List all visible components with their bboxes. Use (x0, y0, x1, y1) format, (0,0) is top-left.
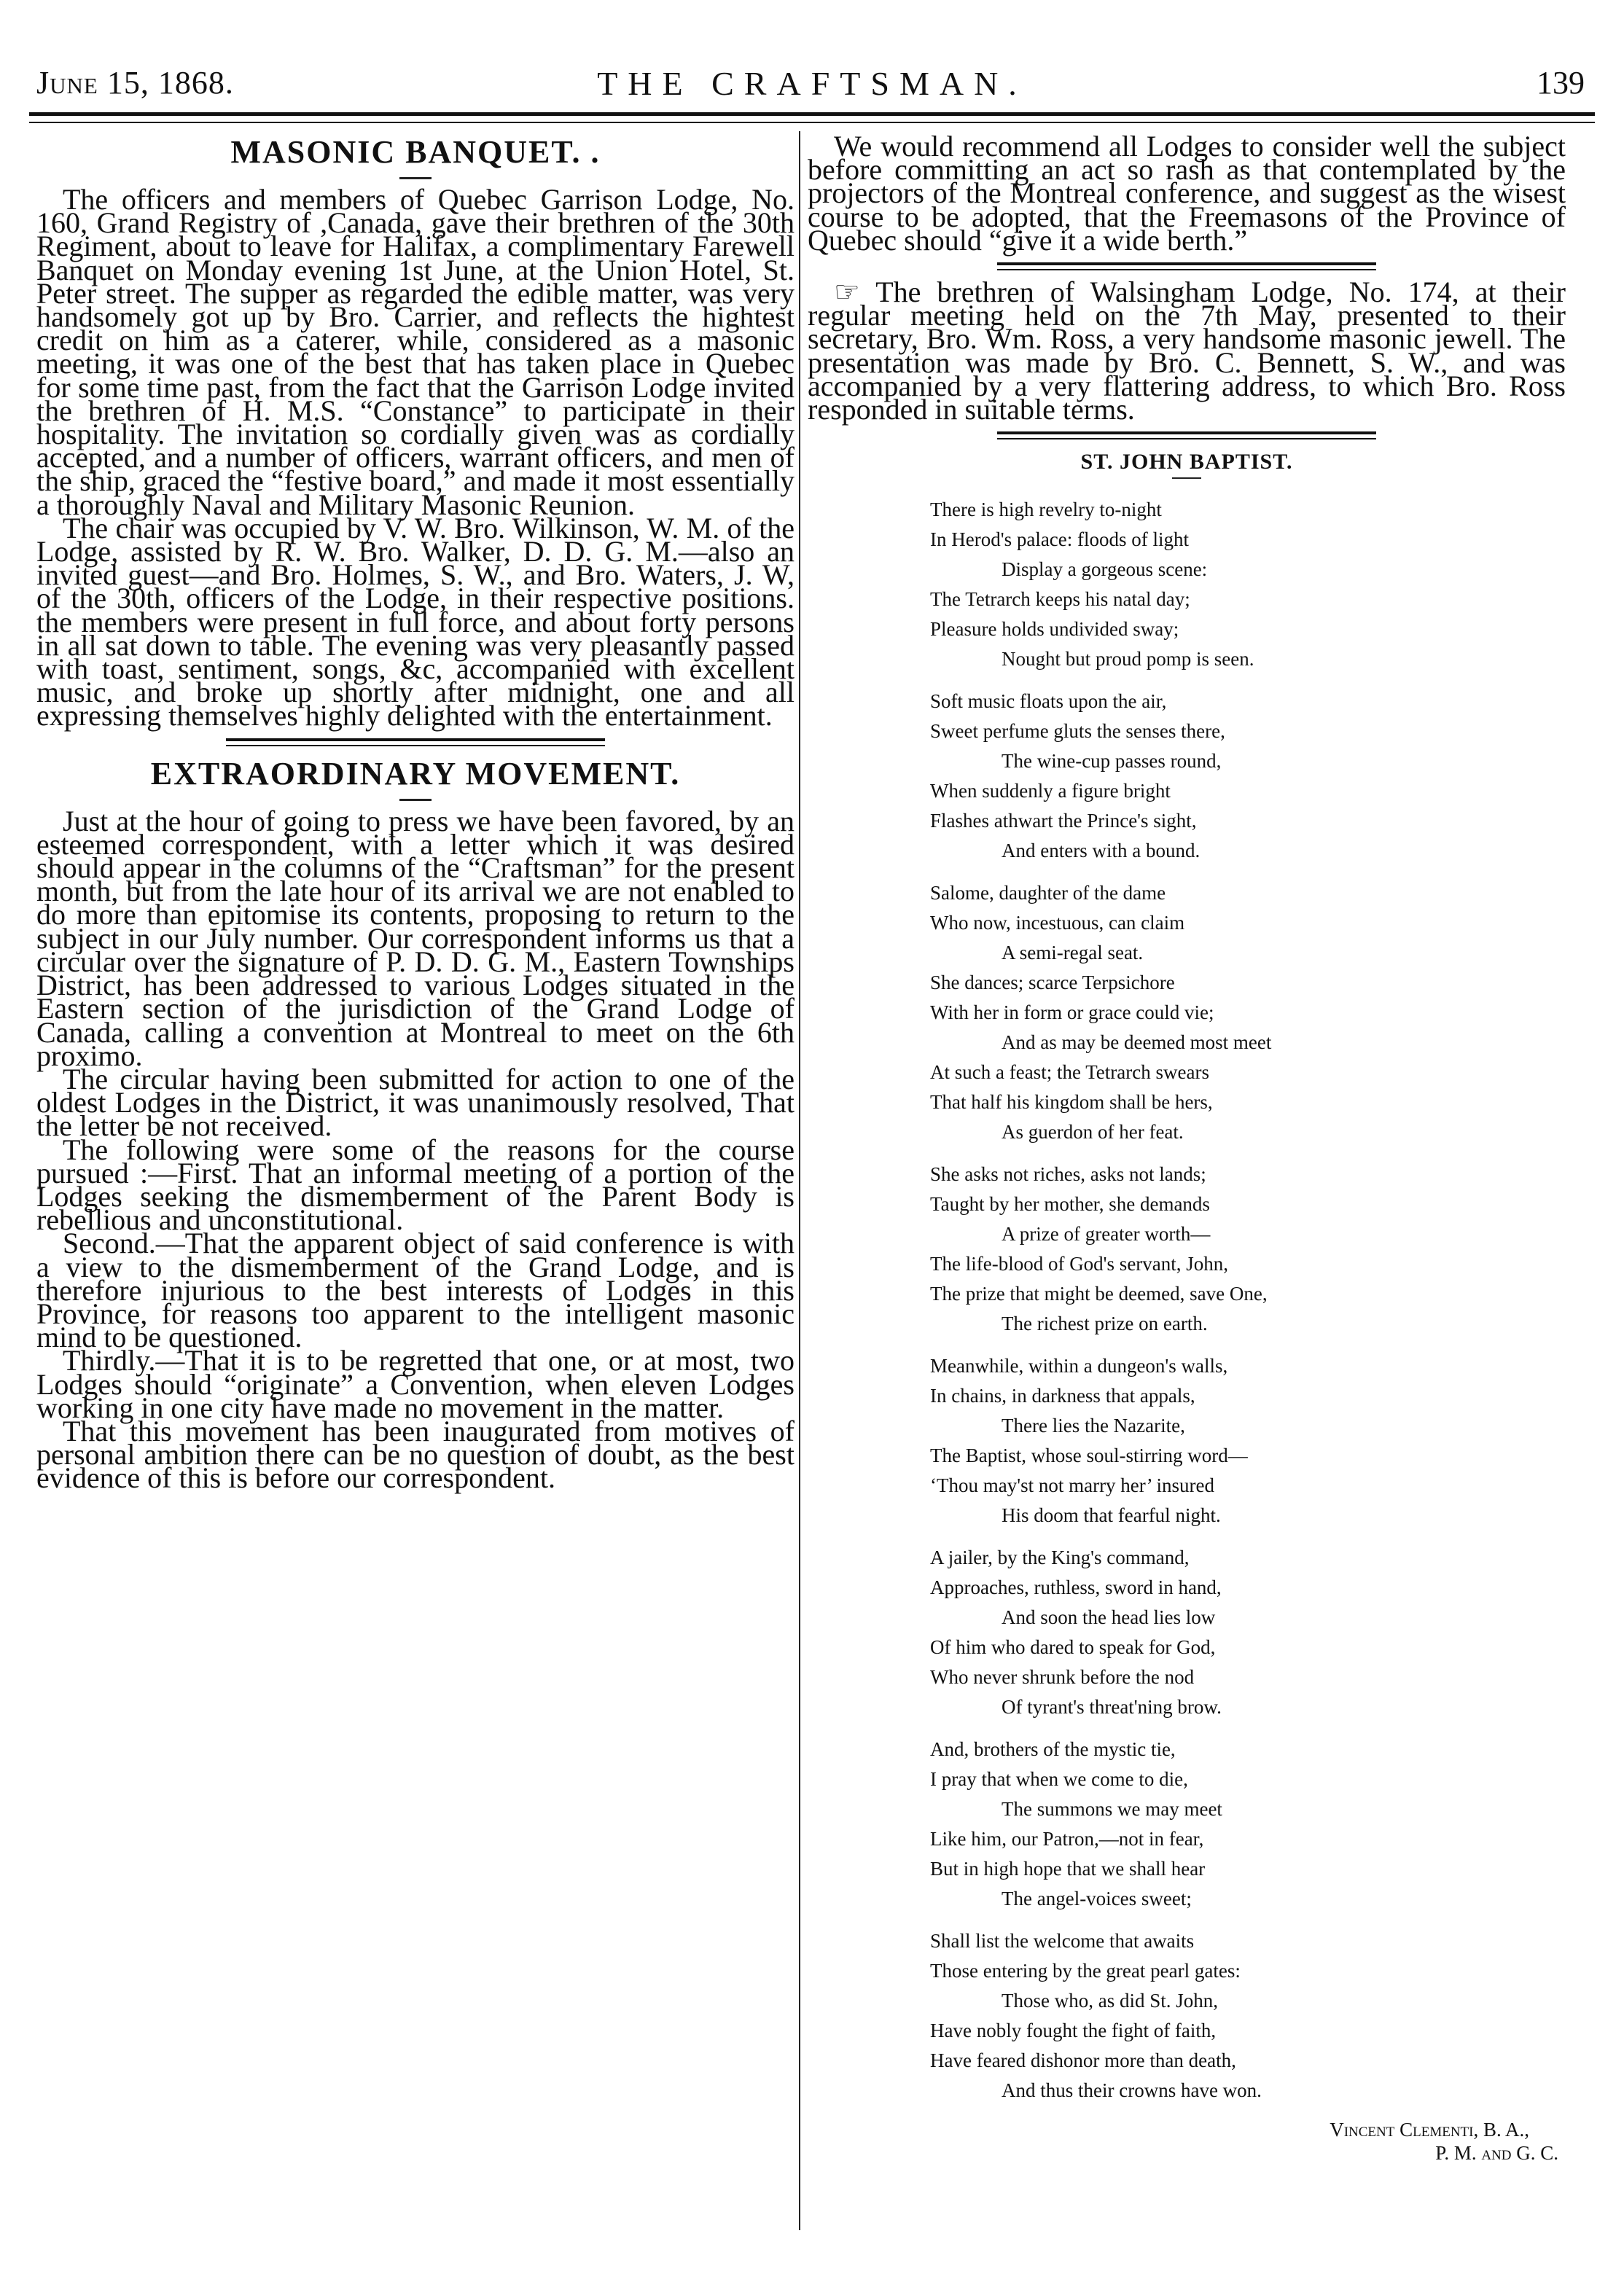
poem-line: Sweet perfume gluts the senses there, (930, 720, 1225, 743)
poem-line: And soon the head lies low (1002, 1606, 1216, 1629)
poem-line: The life-blood of God's servant, John, (930, 1253, 1229, 1275)
poem-line: At such a feast; the Tetrarch swears (930, 1061, 1209, 1084)
left-column (36, 134, 795, 1495)
poem-stanza (930, 1351, 1566, 1531)
article-paragraph: Just at the hour of going to press we have been favored, by an esteemed correspondent, with a letter which it was desired should appear in the columns of the “Craftsman” for the present month, but from the late hour of its arrival we are not enabled to do more than epitomise its contents, proposing to return to the subject in our July number. Our correspondent informs us that a circular over the signature of P. D. D. G. M., Eastern Townships District, has been addressed to various Lodges situated in the Eastern section of the jurisdiction of the Grand Lodge of Canada, calling a convention at Montreal to meet on the 6th proximo. (36, 804, 795, 1072)
pointing-hand-icon: ☞ (834, 275, 860, 309)
poem-line: Shall list the welcome that awaits (930, 1930, 1195, 1953)
poem-line: I pray that when we come to die, (930, 1768, 1188, 1791)
poem-line: She dances; scarce Terpsichore (930, 972, 1175, 994)
poem-line: Have feared dishonor more than death, (930, 2049, 1236, 2072)
poem-line: Have nobly fought the fight of faith, (930, 2020, 1217, 2042)
notice-text: The brethren of Walsingham Lodge, No. 174, at their regular meeting held on the 7th May, presented to their secretary, Bro. Wm. Ross, a very handsome masonic jewell. The presentation was made by Bro. C. Bennett, S. W., and was accompanied by a very flattering address, to which Bro. Ross responded in suitable terms. (808, 275, 1566, 426)
poem-line: Soft music floats upon the air, (930, 690, 1167, 713)
poem-stanza (930, 495, 1566, 674)
right-column (808, 130, 1566, 2165)
poem-line: When suddenly a figure bright (930, 780, 1171, 802)
poem-line: Of tyrant's threat'ning brow. (1002, 1696, 1222, 1719)
article-paragraph: Thirdly.—That it is to be regretted that one, or at most, two Lodges should “originate” a Convention, when eleven Lodges working in one city have made no movement in the matter. (36, 1344, 795, 1424)
poem-line: A jailer, by the King's command, (930, 1547, 1190, 1569)
poem-line: A semi-regal seat. (1002, 942, 1144, 964)
article-separator (997, 431, 1376, 439)
poem-line: Who never shrunk before the nod (930, 1666, 1195, 1689)
poem-line: She asks not riches, asks not lands; (930, 1163, 1206, 1186)
poem-line: Taught by her mother, she demands (930, 1193, 1210, 1216)
masthead-title: THE CRAFTSMAN. (597, 65, 1027, 102)
poem-line: The Baptist, whose soul-stirring word— (930, 1445, 1248, 1467)
poem-line: A prize of greater worth— (1002, 1223, 1211, 1246)
article-paragraph: The following were some of the reasons for the course pursued :—First. That an informal meeting of a portion of the Lodges seeking the dismemberment of the Parent Body is rebellious and unconstitutional. (36, 1133, 795, 1237)
poem-title: ST. JOHN BAPTIST. (1080, 450, 1293, 474)
article-paragraph: Second.—That the apparent object of said conference is with a view to the dismemberment of the Grand Lodge, and is therefore injurious to the best interests of Lodges in this Province, for reasons too apparent to the intelligent masonic mind to be questioned. (36, 1227, 795, 1354)
article-paragraph: The circular having been submitted for action to one of the oldest Lodges in the District, it was unanimously resolved, That the letter be not received. (36, 1062, 795, 1143)
poem-line: The richest prize on earth. (1002, 1313, 1208, 1335)
poem-line: Meanwhile, within a dungeon's walls, (930, 1355, 1228, 1377)
poem-stanza (930, 1160, 1566, 1339)
poem-line: In chains, in darkness that appals, (930, 1385, 1195, 1407)
poem-line: Of him who dared to speak for God, (930, 1636, 1216, 1659)
poem-line: With her in form or grace could vie; (930, 1001, 1214, 1024)
poem-line: And enters with a bound. (1002, 840, 1201, 862)
poem-line: Display a gorgeous scene: (1002, 558, 1208, 581)
poem-line: And thus their crowns have won. (1002, 2079, 1262, 2102)
article-paragraph: That this movement has been inaugurated from motives of personal ambition there can be no question of doubt, as the best evidence of this is before our correspondent. (36, 1414, 795, 1495)
poem-line: ‘Thou may'st not marry her’ insured (930, 1474, 1215, 1497)
article-title-masonic-banquet: MASONIC BANQUET. . (230, 134, 601, 170)
poem-line: Pleasure holds undivided sway; (930, 618, 1179, 641)
article-separator (997, 262, 1376, 270)
article-title-extraordinary-movement: EXTRAORDINARY MOVEMENT. (150, 755, 681, 791)
title-dash (399, 177, 432, 179)
poem-line: There is high revelry to-night (930, 499, 1162, 521)
title-dash (399, 799, 432, 801)
poem-line: Those who, as did St. John, (1002, 1990, 1218, 2012)
poem-line: Like him, our Patron,—not in fear, (930, 1828, 1204, 1850)
poem-signature: Vincent Clementi, B. A., (1330, 2119, 1529, 2141)
notice-paragraph (808, 275, 1566, 426)
poem-line: The prize that might be deemed, save One, (930, 1283, 1268, 1305)
poem-line: But in high hope that we shall hear (930, 1858, 1206, 1880)
header-rule-thin (29, 122, 1595, 123)
page-header (29, 64, 1595, 105)
poem-line: Those entering by the great pearl gates: (930, 1960, 1241, 1982)
poem-line: And as may be deemed most meet (1002, 1031, 1272, 1054)
poem-line: Flashes athwart the Prince's sight, (930, 810, 1197, 832)
poem-stanza (930, 1735, 1566, 1914)
continuation-paragraph: We would recommend all Lodges to consider well the subject before committing an act so rash as that contemplated by the projectors of the Montreal conference, and suggest as the wisest course to be adopted, that the Freemasons of the Province of Quebec should “give it a wide berth.” (808, 130, 1566, 257)
article-paragraph: The chair was occupied by V. W. Bro. Wilkinson, W. M. of the Lodge, assisted by R. W. Bro. Walker, D. D. G. M.—also an invited guest—and Bro. Holmes, S. W., and Bro. Waters, J. W, of the 30th, officers of the Lodge, in their respective positions. the members were present in full force, and about forty persons in all sat down to table. The evening was very pleasantly passed with toast, sentiment, songs, &c, accompanied with excellent music, and broke up shortly after midnight, one and all expressing themselves highly delighted with the entertainment. (36, 511, 795, 732)
poem-stanza (930, 878, 1566, 1147)
poem-line: The wine-cup passes round, (1002, 750, 1222, 773)
poem-body (930, 495, 1566, 2106)
header-rule-thick (29, 112, 1595, 116)
poem-line: In Herod's palace: floods of light (930, 528, 1190, 551)
poem-line: There lies the Nazarite, (1002, 1415, 1185, 1437)
column-divider (799, 131, 800, 2230)
poem-line: That half his kingdom shall be hers, (930, 1091, 1213, 1114)
poem-stanza (930, 687, 1566, 866)
poem-line: And, brothers of the mystic tie, (930, 1738, 1176, 1761)
poem-line: The Tetrarch keeps his natal day; (930, 588, 1190, 611)
poem-line: Approaches, ruthless, sword in hand, (930, 1576, 1222, 1599)
poem-line: Who now, incestuous, can claim (930, 912, 1185, 934)
title-dash (1172, 477, 1201, 479)
poem-line: The angel-voices sweet; (1002, 1888, 1192, 1910)
issue-date: June 15, 1868. (36, 65, 234, 101)
poem-line: Nought but proud pomp is seen. (1002, 648, 1254, 671)
poem-stanza (930, 1926, 1566, 2106)
poem-line: The summons we may meet (1002, 1798, 1222, 1821)
page-number: 139 (1537, 65, 1585, 101)
poem-line: As guerdon of her feat. (1002, 1121, 1184, 1144)
article-paragraph: The officers and members of Quebec Garrison Lodge, No. 160, Grand Registry of ,Canada, gave their brethren of the 30th Regiment, about to leave for Halifax, a complimentary Farewell Banquet on Monday evening 1st June, at the Union Hotel, St. Peter street. The supper as regarded the edible matter, was very handsomely got up by Bro. Carrier, and reflects the hightest credit on him as a caterer, while, considered as a masonic meeting, it was one of the best that has taken place in Quebec for some time past, from the fact that the Garrison Lodge invited the brethren of H. M.S. “Constance” to participate in their hospitality. The invitation so cordially given was as cordially accepted, and a number of officers, warrant officers, and men of the ship, graced the “festive board,” and made it most essentially a thoroughly Naval and Military Masonic Reunion. (36, 183, 795, 521)
poem-stanza (930, 1543, 1566, 1722)
article-separator (226, 738, 605, 746)
poem-line: Salome, daughter of the dame (930, 882, 1166, 904)
poem-line: His doom that fearful night. (1002, 1504, 1221, 1527)
poem-signature-title: P. M. and G. C. (1435, 2142, 1558, 2165)
